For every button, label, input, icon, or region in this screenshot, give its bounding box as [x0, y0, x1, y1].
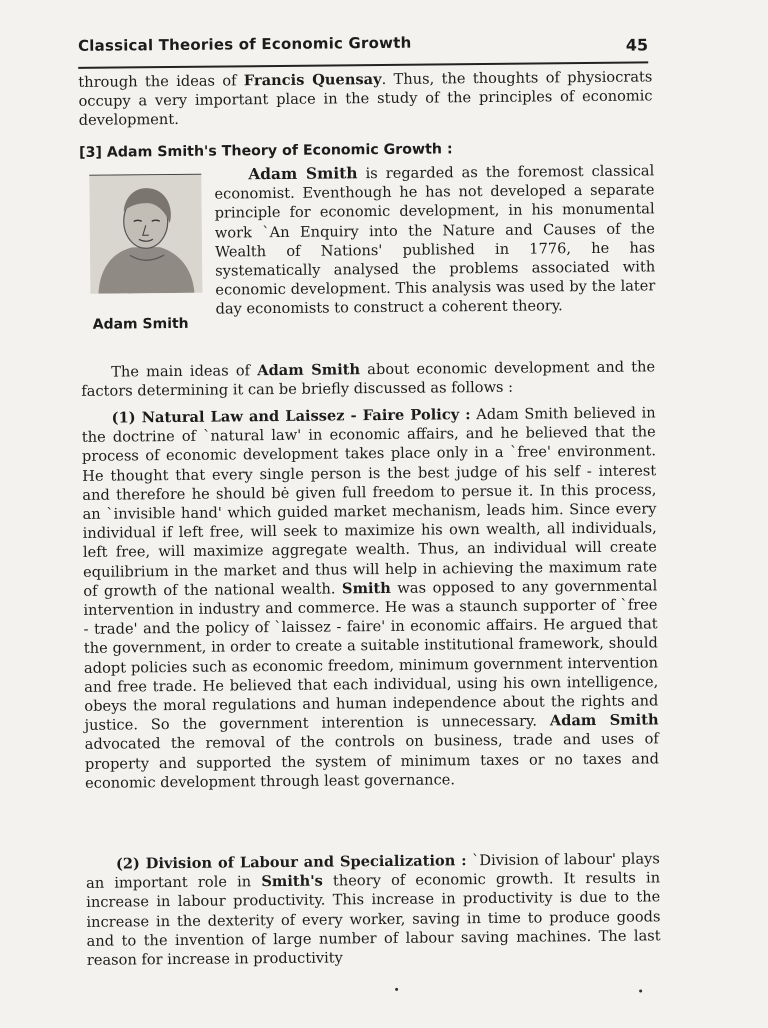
point-1-text-c: advocated the removal of the controls on business, trade and uses of property and supported the system of minimum taxes or no taxes and economic development through least governance.	[84, 730, 659, 792]
intro-text-after: . Thus, the thoughts of physiocrats occupy a very important place in the study of the principles of economic development.	[78, 68, 653, 130]
speck-mark	[395, 988, 398, 991]
point-1-text-a: Adam Smith believed in the doctrine of `natural law' in economic affairs, and he believed that the process of economic development takes place only in a `free' environment. He thought that every single person is the best judge of his self - interest and therefore he should bė given full freedom to persue it. In this process, an `invisible hand' which guided market mechanism, leads him. Since every individual if left free, will seek to maximize his own wealth, all individuals, left free, will maximize aggregate wealth. Thus, an individual will create equilibrium in the market and thus will help in achieving the maximum rate of growth of the national wealth.	[81, 404, 658, 600]
page-number: 45	[625, 35, 649, 55]
section-heading-block	[79, 137, 653, 163]
point-2-text-a: `Division of labour' plays an important role in	[86, 850, 660, 893]
point-1-name-b: Smith	[341, 579, 391, 598]
portrait-caption: Adam Smith	[92, 315, 189, 333]
lead-name: Adam Smith	[248, 164, 358, 184]
main-ideas-after: about economic development and the factors determining it can be briefly discussed as follows :	[81, 358, 656, 401]
adam-smith-intro	[214, 161, 655, 319]
point-1-text-b: was opposed to any governmental intervention in industry and commerce. He was a staunch supporter of `free - trade' and the policy of `laissez - faire' in economic affairs. He argued that the government, in order to create a suitable institutional framework, should adopt policies such as economic freedom, minimum government intervention and free trade. He believed that each individual, using his own intelligence, obeys the moral regulations and human independence about the rights and justice. So the government interention is unnecessary.	[83, 577, 659, 735]
point-2-paragraph	[86, 849, 661, 970]
point-1-paragraph	[82, 403, 660, 793]
speck-mark	[639, 990, 642, 993]
point-1-name-c: Adam Smith	[549, 711, 659, 730]
running-header	[78, 31, 648, 68]
section-heading: [3] Adam Smith's Theory of Economic Growth :	[78, 141, 453, 161]
portrait-figure	[83, 174, 210, 307]
intro-text-before: through the ideas of	[78, 72, 244, 91]
intro-paragraph	[78, 67, 653, 130]
point-2-heading: (2) Division of Labour and Specialization :	[115, 852, 467, 873]
portrait-sketch-icon	[89, 175, 202, 294]
adam-smith-portrait	[89, 174, 202, 294]
lead-text: is regarded as the foremost classical economist. Eventhough he has not developed a separate principle for economic development, in his monumental work `An Enquiry into the Nature and Causes of the Wealth of Nations' published in 1776, he has systematically analysed the problems associated with economic development. This analysis was used by the later day economists to construct a coherent theory.	[214, 162, 656, 319]
main-ideas-before: The main ideas of	[111, 362, 258, 381]
main-ideas-name: Adam Smith	[257, 361, 361, 380]
point-1-heading: (1) Natural Law and Laissez - Faire Policy :	[111, 406, 471, 427]
point-2-text-b: theory of economic growth. It results in increase in labour productivity. This increase in productivity is due to the increase in the dexterity of every worker, saving in time to produce goods and to the invention of large number of labour saving machines. The last reason for increase in productivity	[86, 869, 661, 969]
intro-name: Francis Quensay	[243, 70, 382, 90]
point-2-name: Smith's	[261, 872, 323, 891]
running-title: Classical Theories of Economic Growth	[77, 33, 412, 55]
main-ideas-paragraph	[81, 357, 655, 401]
